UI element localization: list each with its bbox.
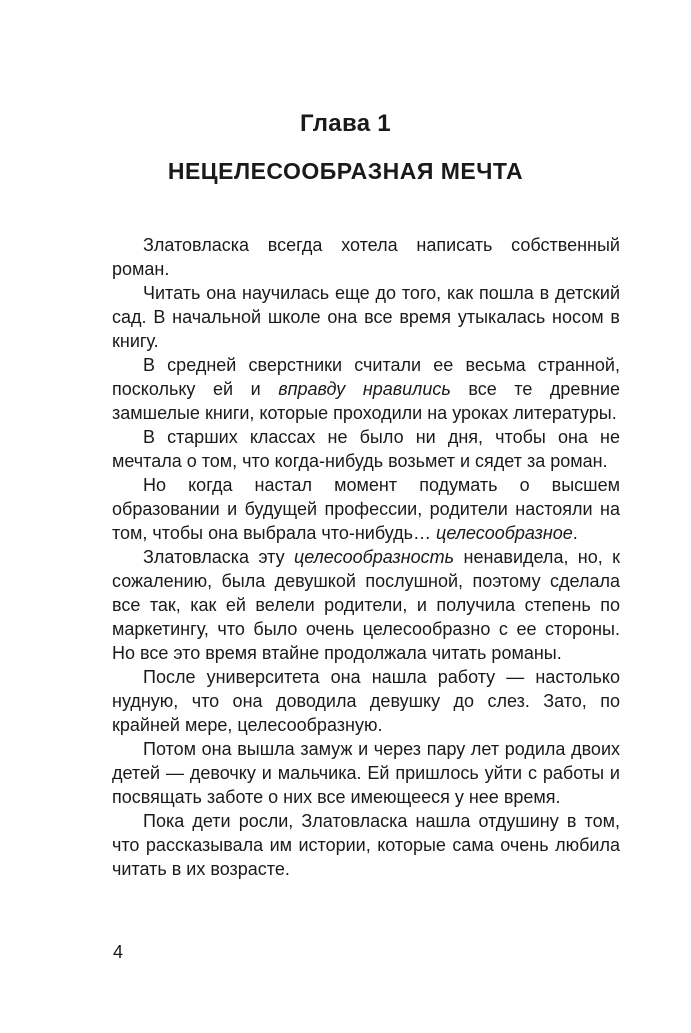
paragraph-text: В средней сверстники считали ее весьма странной, поскольку ей и <box>112 355 620 399</box>
paragraph-text: все те древние замшелые книги, которые проходили на уроках литературы. <box>112 379 621 423</box>
paragraph <box>112 353 620 425</box>
paragraph: Читать она научилась еще до того, как пошла в детский сад. В начальной школе она все время утыкалась носом в книгу. <box>112 283 620 351</box>
paragraph: Потом она вышла замуж и через пару лет родила двоих детей — девочку и мальчика. Ей пришлось уйти с работы и посвящать заботе о них все имеющееся у нее время. <box>112 739 620 807</box>
paragraph-text: Но когда настал момент подумать о высшем образовании и будущей профессии, родители настояли на том, чтобы она выбрала что-нибудь… <box>112 475 620 543</box>
emphasized-text: целесообразность <box>293 547 455 567</box>
page-number: 4 <box>113 942 124 962</box>
chapter-number: Глава 1 <box>300 110 391 137</box>
chapter-body <box>112 233 620 881</box>
paragraph <box>112 473 620 545</box>
paragraph: После университета она нашла работу — настолько нудную, что она доводила девушку до слез. Зато, по крайней мере, целесообразную. <box>112 667 620 735</box>
emphasized-text: вправду нравились <box>278 379 451 399</box>
paragraph: В старших классах не было ни дня, чтобы она не мечтала о том, что когда-нибудь возьмет и сядет за роман. <box>112 427 620 471</box>
paragraph: Златовласка всегда хотела написать собственный роман. <box>112 235 620 279</box>
chapter-title: НЕЦЕЛЕСООБРАЗНАЯ МЕЧТА <box>167 158 524 184</box>
paragraph: Пока дети росли, Златовласка нашла отдушину в том, что рассказывала им истории, которые сама очень любила читать в их возрасте. <box>112 811 620 879</box>
paragraph-text: Златовласка эту <box>143 547 294 567</box>
emphasized-text: целесообразное <box>436 523 573 543</box>
paragraph-text: ненавидела, но, к сожалению, была девушкой послушной, поэтому сделала все так, как ей велели родители, и получила степень по маркетингу, что было очень целесообразно с ее стороны. Но все это время втайне продолжала читать романы. <box>112 547 620 663</box>
paragraph-text: . <box>572 523 578 543</box>
paragraph <box>112 545 620 665</box>
